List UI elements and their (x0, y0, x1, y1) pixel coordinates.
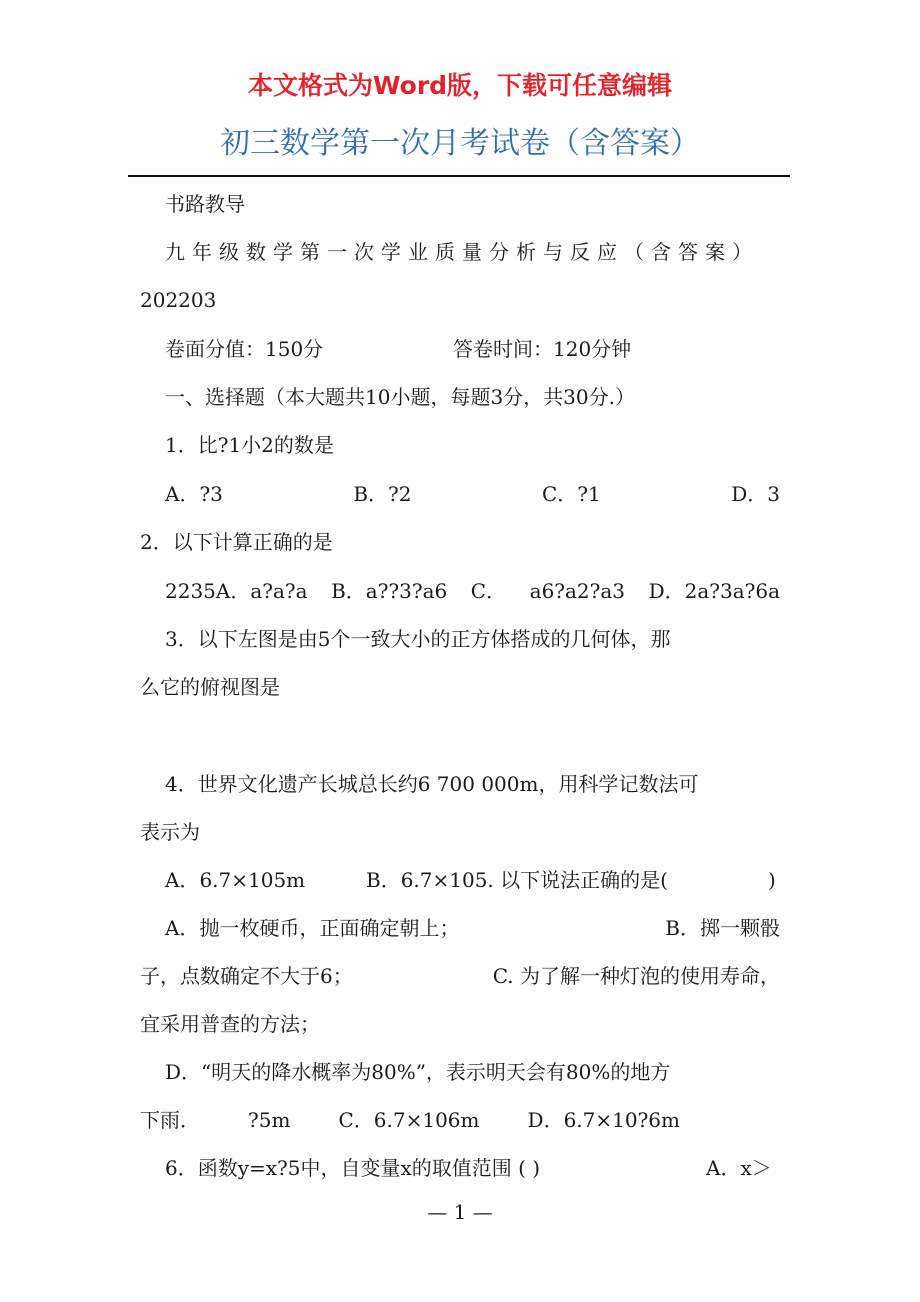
question-6: 6．函数y=x?5中，自变量x的取值范围 ( ) (165, 1156, 541, 1180)
option: A．?3 (165, 482, 223, 506)
option: D．3 (731, 482, 780, 506)
question-1-options (165, 479, 780, 509)
option: D．2a?3a?6a (648, 579, 780, 603)
option: 2235A．a?a?a (165, 579, 308, 603)
question-6-option-a: A．x＞ (706, 1156, 772, 1180)
question-5-line-5 (140, 1105, 680, 1135)
question-5-line-3: 宜采用普查的方法； (140, 1012, 320, 1036)
question-1: 1．比?1小2的数是 (165, 433, 334, 457)
question-3-line-2: 么它的俯视图是 (140, 675, 280, 699)
question-5-line-1 (165, 913, 780, 943)
text-fragment: C．6.7×106m (338, 1108, 480, 1132)
page-number: — 1 — (427, 1200, 493, 1224)
time-label: 答卷时间：120分钟 (453, 337, 632, 361)
option: C. 为了解一种灯泡的使用寿命， (492, 964, 780, 988)
option: B．掷一颗骰 (665, 916, 780, 940)
option: B．?2 (353, 482, 412, 506)
source-line: 书路教导 (165, 192, 245, 216)
question-5-line-4: D．“明天的降水概率为80%”，表示明天会有80%的地方 (165, 1060, 671, 1084)
option: A．抛一枚硬币，正面确定朝上； (165, 916, 460, 940)
text-fragment: D．6.7×10?6m (527, 1108, 680, 1132)
question-4-paren: ) (768, 868, 776, 892)
question-4-line-1: 4．世界文化遗产长城总长约6 700 000m，用科学记数法可 (165, 772, 699, 796)
text-fragment: 下雨． (140, 1108, 200, 1132)
text-fragment: ?5m (248, 1108, 291, 1132)
option: a6?a2?a3 (529, 579, 626, 603)
question-2-options (165, 576, 780, 606)
question-2: 2．以下计算正确的是 (140, 530, 333, 554)
option: C． (470, 579, 507, 603)
question-3-line-1: 3．以下左图是由5个一致大小的正方体搭成的几何体，那 (165, 627, 671, 651)
subtitle-line: 九年级数学第一次学业质量分析与反应（含答案） (165, 240, 759, 264)
question-4-option-b: B．6.7×105. 以下说法正确的是( (366, 868, 668, 892)
question-4-line-2: 表示为 (140, 820, 200, 844)
page-title: 初三数学第一次月考试卷（含答案） (220, 126, 700, 161)
option: 子，点数确定不大于6； (140, 964, 353, 988)
title-divider (128, 175, 790, 177)
question-5-line-2 (140, 961, 780, 991)
score-label: 卷面分值：150分 (165, 337, 324, 361)
option: B．a??3?a6 (331, 579, 448, 603)
option: C．?1 (541, 482, 601, 506)
download-notice: 本文格式为Word版，下载可任意编辑 (247, 71, 673, 100)
section-heading: 一、选择题（本大题共10小题，每题3分，共30分.） (165, 385, 635, 409)
subtitle-code: 202203 (140, 288, 217, 312)
question-4-option-a: A．6.7×105m (165, 868, 306, 892)
